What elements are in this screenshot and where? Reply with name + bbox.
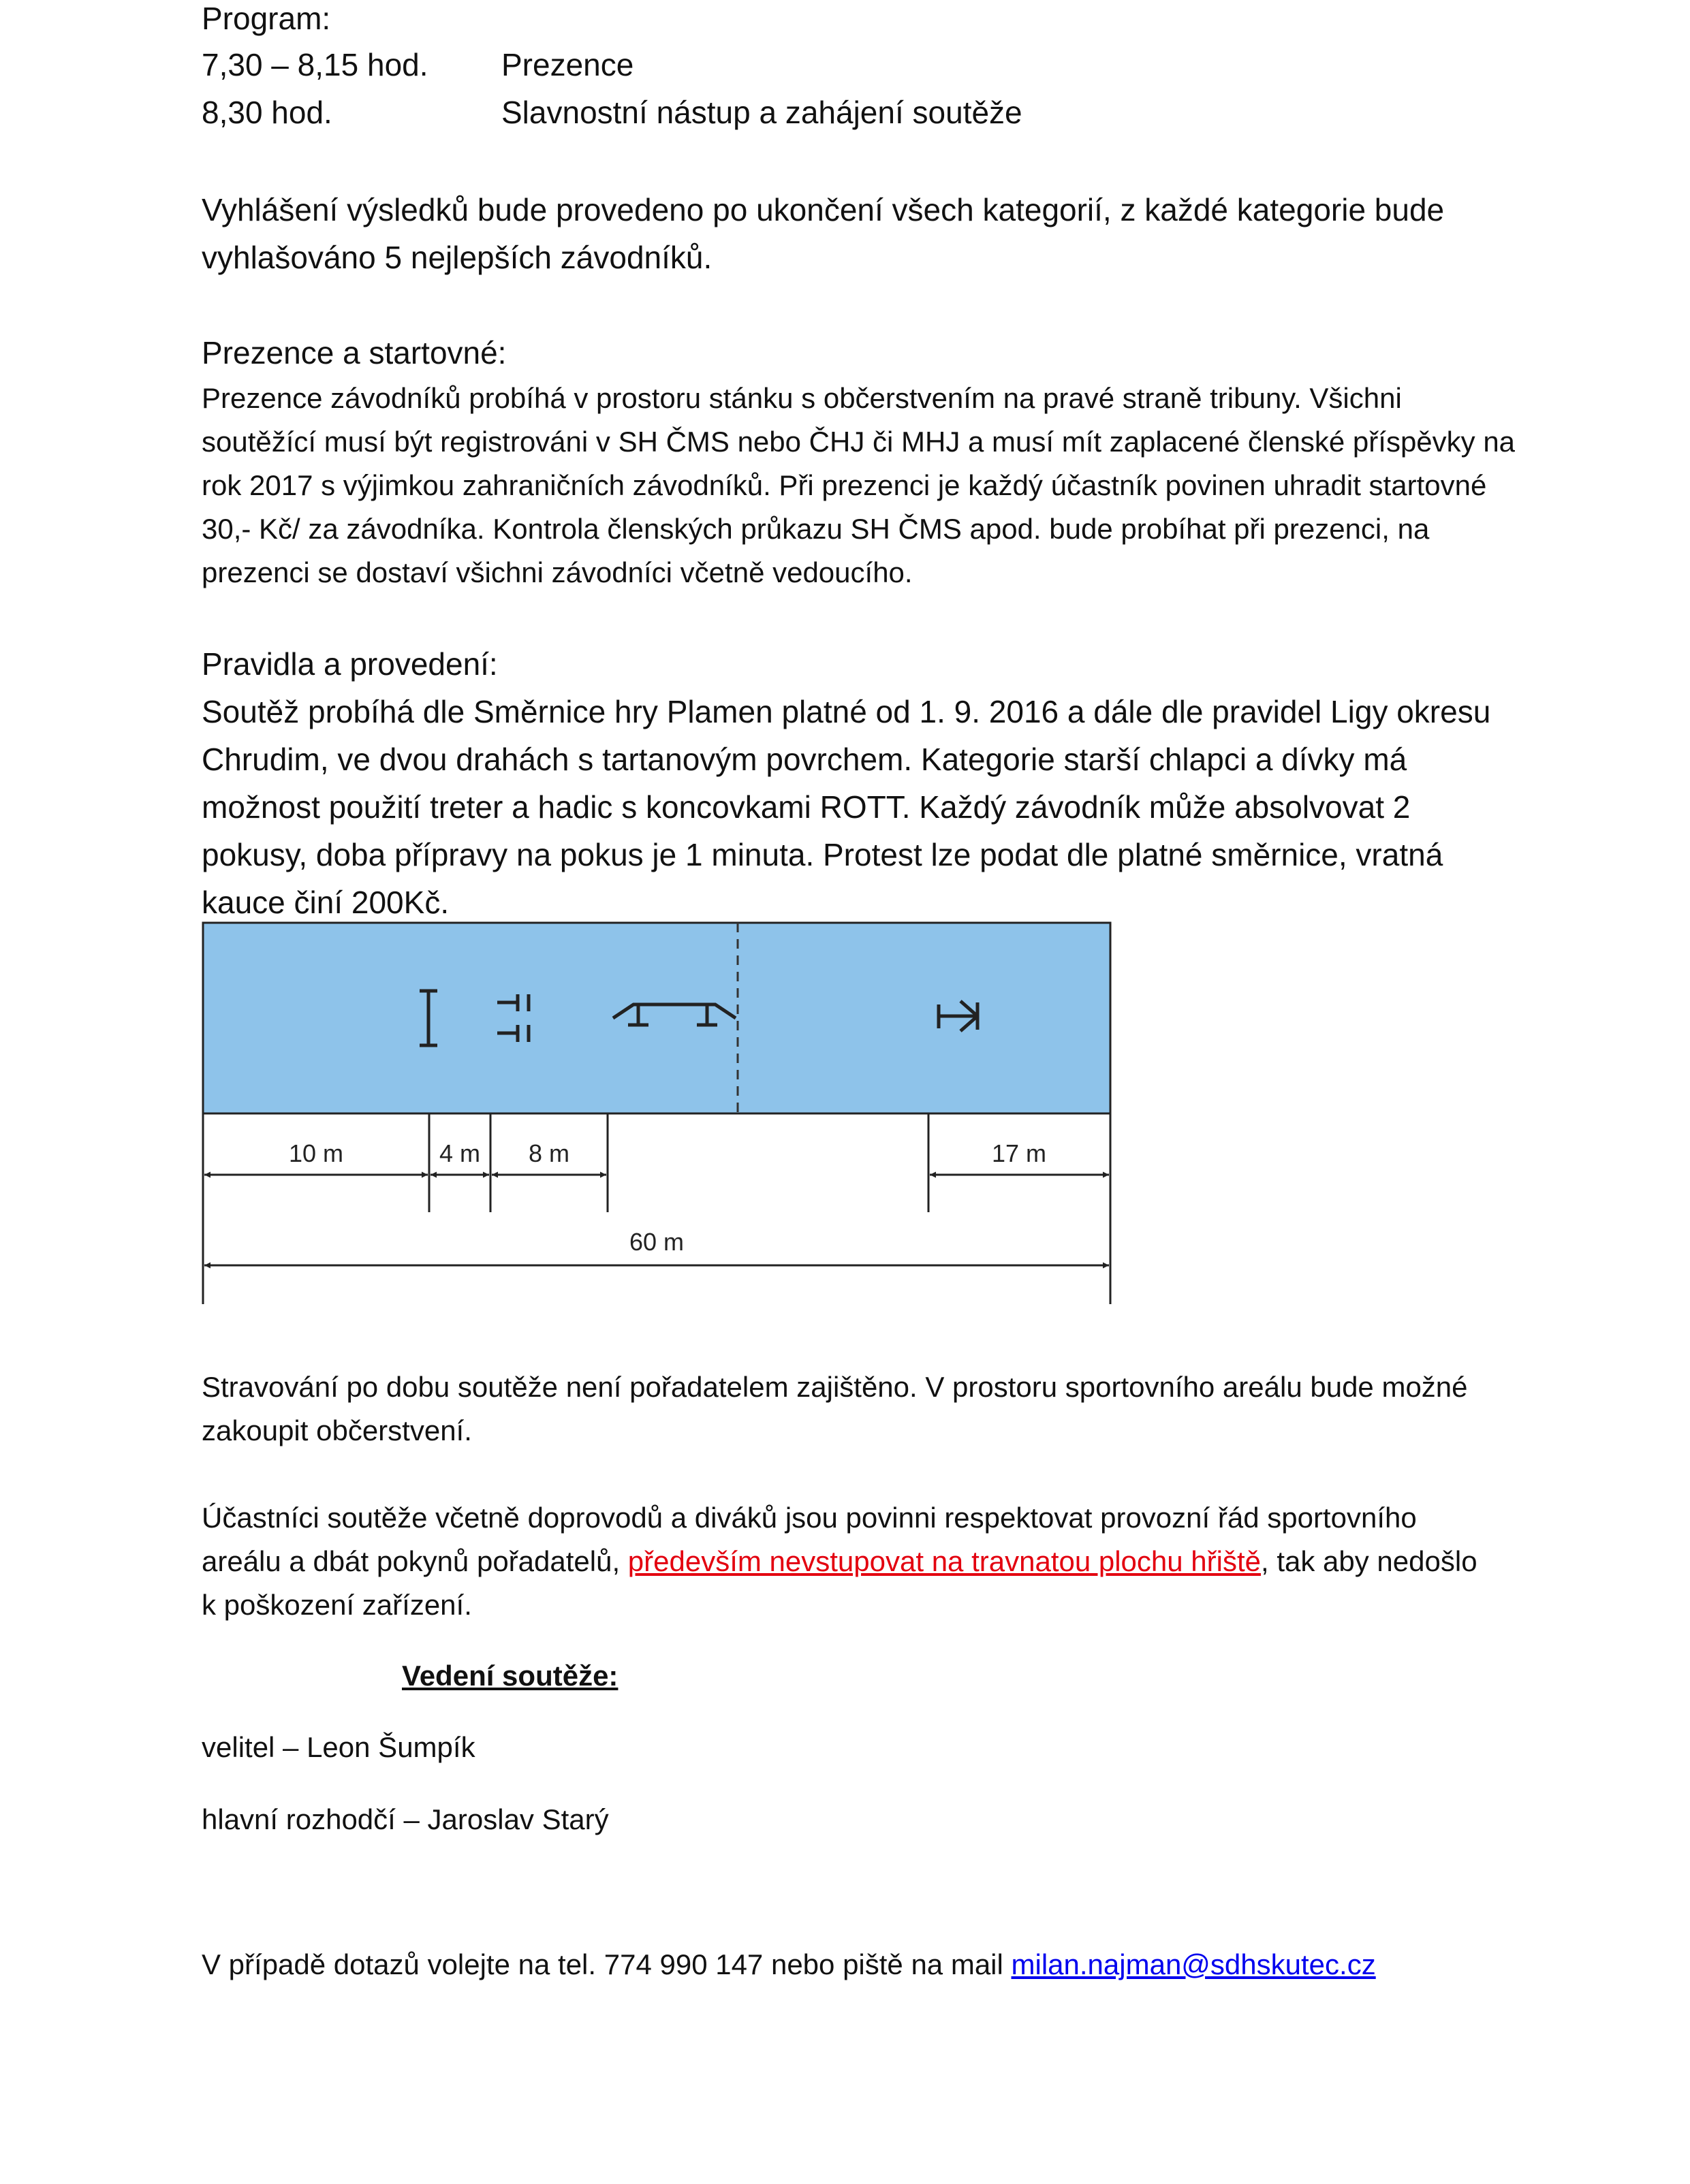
text-line bbox=[202, 1540, 1477, 1583]
text-line: Účastníci soutěže včetně doprovodů a diváků jsou povinni respektovat provozní řád sportovního bbox=[202, 1502, 1417, 1534]
segment-label: 10 m bbox=[288, 1139, 344, 1167]
text-line: možnost použití treter a hadic s koncovkami ROTT. Každý závodník může absolvovat 2 bbox=[202, 789, 1411, 825]
rules-paragraph bbox=[202, 688, 1490, 926]
track-diagram bbox=[198, 919, 1117, 1314]
text-line: Prezence závodníků probíhá v prostoru stánku s občerstvením na pravé straně tribuny. Všichni bbox=[202, 382, 1402, 414]
program-event: Prezence bbox=[501, 47, 634, 82]
text-line: Vyhlášení výsledků bude provedeno po ukončení všech kategorií, z každé kategorie bude bbox=[202, 192, 1445, 227]
contact-line bbox=[202, 1943, 1376, 1987]
referee-line: hlavní rozhodčí – Jaroslav Starý bbox=[202, 1803, 609, 1835]
catering-paragraph bbox=[202, 1365, 1468, 1453]
text-line: prezenci se dostaví všichni závodníci včetně vedoucího. bbox=[202, 556, 913, 588]
text-line: Chrudim, ve dvou drahách s tartanovým povrchem. Kategorie starší chlapci a dívky má bbox=[202, 742, 1407, 777]
text-line: vyhlašováno 5 nejlepších závodníků. bbox=[202, 240, 713, 275]
warning-link[interactable]: především nevstupovat na travnatou plochu hřiště bbox=[627, 1545, 1262, 1577]
results-paragraph bbox=[202, 186, 1444, 281]
program-heading: Program: bbox=[202, 1, 331, 36]
management-heading: Vedení soutěže: bbox=[402, 1660, 619, 1692]
text-segment: , tak aby nedošlo bbox=[1261, 1545, 1477, 1577]
text-line: Soutěž probíhá dle Směrnice hry Plamen platné od 1. 9. 2016 a dále dle pravidel Ligy okresu bbox=[202, 694, 1491, 729]
text-line: soutěžící musí být registrováni v SH ČMS nebo ČHJ či MHJ a musí mít zaplacené členské příspěvky na bbox=[202, 426, 1516, 458]
rules-heading: Pravidla a provedení: bbox=[202, 646, 498, 682]
text-line: 30,- Kč/ za závodníka. Kontrola členských průkazu SH ČMS apod. bude probíhat při prezenci, na bbox=[202, 513, 1430, 545]
program-row bbox=[202, 41, 634, 89]
program-time: 7,30 – 8,15 hod. bbox=[202, 47, 428, 82]
email-link[interactable]: milan.najman@sdhskutec.cz bbox=[1011, 1948, 1376, 1980]
text-line: k poškození zařízení. bbox=[202, 1589, 472, 1621]
total-length-label: 60 m bbox=[629, 1228, 685, 1256]
text-line: pokusy, doba přípravy na pokus je 1 minuta. Protest lze podat dle platné směrnice, vratná bbox=[202, 837, 1443, 872]
program-row bbox=[202, 89, 1022, 136]
program-event: Slavnostní nástup a zahájení soutěže bbox=[501, 95, 1022, 130]
contact-text: V případě dotazů volejte na tel. 774 990 147 nebo piště na mail bbox=[202, 1948, 1012, 1980]
registration-heading: Prezence a startovné: bbox=[202, 335, 507, 370]
commander-line: velitel – Leon Šumpík bbox=[202, 1731, 475, 1763]
program-time: 8,30 hod. bbox=[202, 95, 332, 130]
text-segment: areálu a dbát pokynů pořadatelů, bbox=[202, 1545, 628, 1577]
registration-paragraph bbox=[202, 377, 1515, 595]
segment-label: 4 m bbox=[439, 1139, 481, 1167]
text-line: zakoupit občerstvení. bbox=[202, 1414, 472, 1446]
participants-paragraph bbox=[202, 1496, 1477, 1627]
text-line: Stravování po dobu soutěže není pořadatelem zajištěno. V prostoru sportovního areálu bude možné bbox=[202, 1371, 1468, 1403]
text-line: kauce činí 200Kč. bbox=[202, 885, 450, 920]
text-line: rok 2017 s výjimkou zahraničních závodníků. Při prezenci je každý účastník povinen uhradit startovné bbox=[202, 469, 1487, 501]
segment-label: 8 m bbox=[528, 1139, 570, 1167]
segment-label: 17 m bbox=[991, 1139, 1047, 1167]
